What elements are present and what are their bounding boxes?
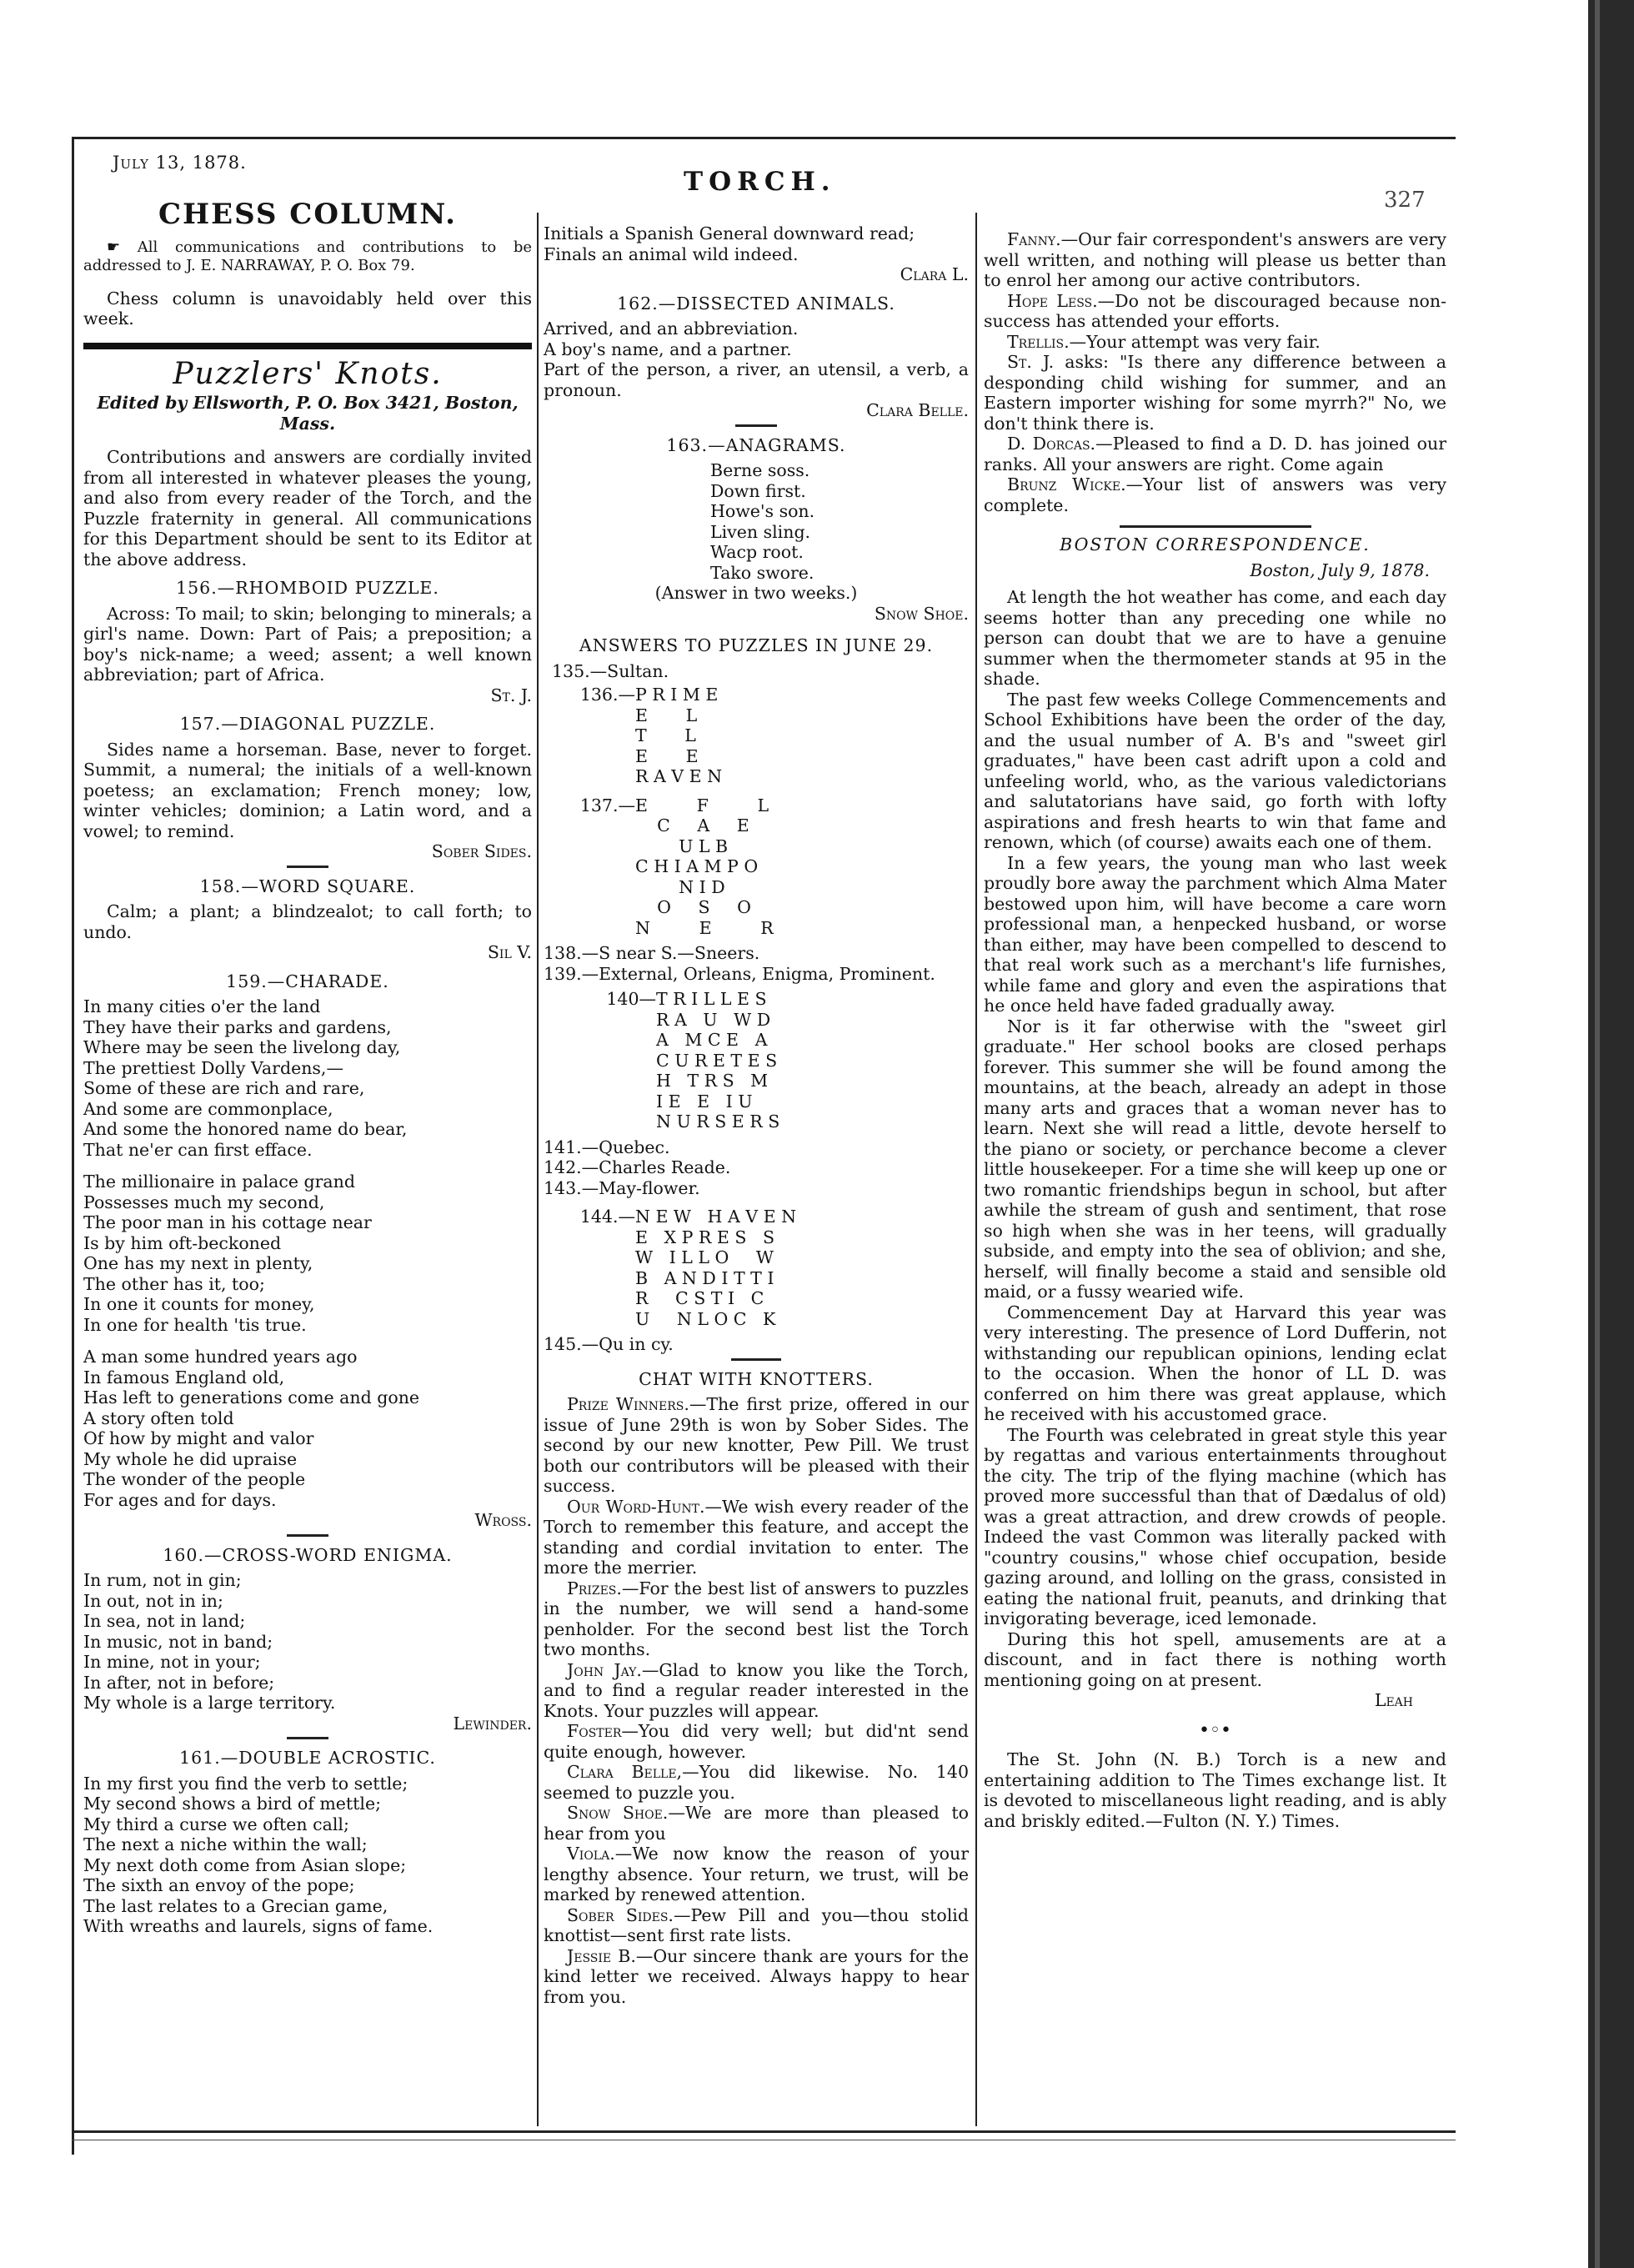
- verse-line: The last relates to a Grecian game,: [83, 1895, 388, 1916]
- verse-line: In music, not in band;: [83, 1631, 273, 1652]
- anagram-line: Down first.: [710, 480, 806, 501]
- chat-entry: [544, 1905, 969, 1946]
- chat-text: —Our sincere thank are yours for the kind letter we received. Always happy to hear from you.: [544, 1945, 969, 2007]
- puzzle-159-verse: [83, 996, 532, 1510]
- chat-text: —Do not be discouraged because non-success has attended your efforts.: [984, 290, 1447, 331]
- answer-label: 144.—: [579, 1207, 635, 1227]
- verse-line: For ages and for days.: [83, 1489, 277, 1510]
- verse-line: That ne'er can first efface.: [83, 1139, 313, 1160]
- page-number: 327: [1384, 188, 1426, 213]
- boston-paragraph: The past few weeks College Commencements and School Exhibitions have been the order of the day, and the usual number of A. B's and "sweet girl graduates," have been cast adrift upon a cold and unfeeling world, who, as the various valedictorians and salutatorians have said, go forth with lofty aspirations and fresh hearts to win that fame and renown, which (of course) awaits each one of them.: [984, 689, 1446, 852]
- answer-141: 141.—Quebec.: [544, 1137, 670, 1157]
- section-divider: [1120, 525, 1311, 528]
- puzzle-157-signature: Sober Sides.: [431, 841, 532, 861]
- chat-entry: [984, 434, 1446, 474]
- puzzle-162-signature: Clara Belle.: [866, 400, 969, 420]
- chat-name: Fanny.: [1007, 229, 1061, 249]
- answer-grid-row: O S O: [635, 897, 751, 917]
- boston-paragraph: The Fourth was celebrated in great style this year by regattas and various entertainments throughout the city. The trip of the flying machine (which has proved more successful than that of Dædalus of old) was a great attraction, and drew crowds of people. Indeed the vast Common was literally packed with "country cousins," whose chief occupation, beside gazing around, and lolling on the grass, consisted in eating the national fruit, peanuts, and drinking that invigorating beverage, iced lemonade.: [984, 1424, 1446, 1628]
- chat-name: Foster: [567, 1721, 622, 1741]
- verse-line: My whole he did upraise: [83, 1448, 298, 1469]
- answer-140-block: [544, 989, 969, 1132]
- puzzle-157-heading: 157.—DIAGONAL PUZZLE.: [179, 714, 436, 734]
- puzzle-161-heading: 161.—DOUBLE ACROSTIC.: [179, 1748, 436, 1768]
- answer-grid-row: B A N D I T T I: [635, 1267, 774, 1288]
- chat-name: Prizes.: [567, 1578, 622, 1598]
- answer-grid-row: N E R: [635, 917, 774, 938]
- anagram-note: (Answer in two weeks.): [654, 583, 858, 603]
- section-divider: [83, 343, 532, 349]
- verse-line: The sixth an envoy of the pope;: [83, 1875, 355, 1895]
- chat-text: —You did very well; but did'nt send quite enough, however.: [544, 1721, 969, 1762]
- answer-grid-row: P R I M E: [635, 685, 719, 705]
- chess-column-title: CHESS COLUMN.: [158, 198, 458, 231]
- chat-text: —Pleased to find a D. D. has joined our ranks. All your answers are right. Come again: [984, 434, 1447, 474]
- verse-line: My whole is a large territory.: [83, 1693, 336, 1713]
- verse-line: And some are commonplace,: [83, 1098, 333, 1119]
- verse-line: In my first you find the verb to settle;: [83, 1773, 408, 1794]
- verse-line: My next doth come from Asian slope;: [83, 1854, 407, 1875]
- puzzle-159-signature: Wross.: [474, 1510, 532, 1530]
- puzzlers-knots-title: Puzzlers' Knots.: [173, 356, 443, 391]
- chat-name: Brunz Wicke.: [1007, 474, 1126, 494]
- answer-139: 139.—External, Orleans, Enigma, Prominent.: [544, 963, 935, 984]
- verse-line: The wonder of the people: [83, 1469, 306, 1489]
- column-rule-2: [975, 213, 977, 2126]
- chat-entry: [984, 229, 1446, 291]
- boston-paragraph: In a few years, the young man who last week proudly bore away the parchment which Alma Mater bestowed upon him, will have become a care worn professional man, a henpecked husband, or worse than either, may have been compelled to descend to that real work such as a merchant's life furnishes, while fame and glory and even the aspirations that he once held have faded gradually away.: [984, 852, 1446, 1016]
- short-divider: [287, 1534, 328, 1537]
- anagram-line: Tako swore.: [710, 562, 814, 583]
- puzzle-162-line: Arrived, and an abbreviation.: [544, 319, 799, 339]
- answer-grid-row: R C S T I C: [635, 1288, 764, 1308]
- chat-text: —Glad to know you like the Torch, and to find a regular reader interested in the Knots. Your puzzles will appear.: [544, 1659, 969, 1721]
- page-frame-bottom-rule: [72, 2130, 1456, 2133]
- verse-line: The other has it, too;: [83, 1273, 265, 1294]
- verse-line: With wreaths and laurels, signs of fame.: [83, 1916, 434, 1936]
- boston-paragraph: Nor is it far otherwise with the "sweet girl graduate." Her school books are closed perhaps forever. This summer she will be found among the mountains, at the beach, already an adept in those many arts and graces that a woman never has to learn. Next she will read a little, devote herself to the piano or society, or perchance become a clever little housekeeper. For a time she will keep up one or two romantic friendships begun in school, but after awhile the stream of gush and sentiment, that rose so high when she was in her teens, will gradually subside, and empty into the sea of oblivion; and she, herself, will finally become a staid and sensible old maid, or a fussy wearied wife.: [984, 1016, 1446, 1302]
- puzzle-162-line: Part of the person, a river, an utensil, a verb, a pronoun.: [544, 359, 969, 400]
- chat-text: —We are more than pleased to hear from you: [544, 1803, 970, 1844]
- chat-name: Clara Belle,: [567, 1762, 683, 1782]
- verse-line: The millionaire in palace grand: [83, 1172, 355, 1192]
- puzzle-156-heading: 156.—RHOMBOID PUZZLE.: [176, 578, 439, 598]
- answer-label: 140—: [606, 989, 656, 1009]
- answer-grid-row: T R I L L E S: [656, 989, 767, 1009]
- puzzle-157-text: Sides name a horseman. Base, never to forget. Summit, a numeral; the initials of a well-known poetess; an exclamation; French money; low, winter vehicles; dominion; a Latin word, and a vowel; to remind.: [83, 739, 532, 841]
- answer-grid-row: R A V E N: [635, 766, 723, 786]
- answer-label: 136.—: [579, 685, 635, 705]
- puzzle-162-line: A boy's name, and a partner.: [544, 339, 792, 359]
- answer-grid-row: I E E I U: [656, 1091, 753, 1111]
- short-divider: [287, 866, 328, 868]
- verse-line: Is by him oft-beckoned: [83, 1232, 282, 1253]
- editor-line: Edited by Ellsworth, P. O. Box 3421, Boston, Mass.: [97, 393, 519, 434]
- chat-entry: [984, 474, 1446, 515]
- page-frame-top-rule: [72, 137, 1456, 139]
- verse-line: In one for health 'tis true.: [83, 1314, 307, 1335]
- chat-with-knotters-heading: CHAT WITH KNOTTERS.: [639, 1368, 874, 1389]
- answer-grid-row: E X P R E S S: [635, 1227, 775, 1247]
- chat-entry: [984, 291, 1446, 332]
- puzzle-158-text: Calm; a plant; a blindzealot; to call forth; to undo.: [83, 901, 532, 942]
- chat-name: Our Word-Hunt.: [567, 1496, 705, 1517]
- answer-144-block: [544, 1207, 969, 1329]
- verse-line: In after, not in before;: [83, 1672, 275, 1693]
- puzzle-162-heading: 162.—DISSECTED ANIMALS.: [617, 293, 895, 314]
- answer-138: 138.—S near S.—Sneers.: [544, 943, 760, 963]
- column-3: [984, 229, 1446, 1831]
- verse-line: One has my next in plenty,: [83, 1253, 313, 1273]
- anagram-line: Wacp root.: [710, 542, 804, 562]
- verse-line: In one it counts for money,: [83, 1294, 315, 1314]
- anagram-line: Liven sling.: [710, 521, 811, 542]
- verse-line: In out, not in in;: [83, 1590, 223, 1611]
- answer-grid-row: C H I A M P O: [635, 856, 759, 876]
- chess-note: ☛ All communications and contributions to be addressed to J. E. NARRAWAY, P. O. Box 79.: [83, 238, 532, 274]
- boston-correspondence-heading: BOSTON CORRESPONDENCE.: [1060, 534, 1371, 554]
- puzzle-160-heading: 160.—CROSS-WORD ENIGMA.: [163, 1544, 453, 1565]
- chat-entry: [544, 1660, 969, 1722]
- boston-paragraph: Commencement Day at Harvard this year was very interesting. The presence of Lord Dufferin, not withstanding our republican opinions, lending eclat to the occasion. When the honor of LL D. was conferred on him there was great applause, which he received with his accustomed grace.: [984, 1302, 1446, 1424]
- verse-line: In rum, not in gin;: [83, 1570, 242, 1590]
- chat-name: D. Dorcas.: [1007, 434, 1096, 454]
- chat-name: John Jay.: [567, 1659, 642, 1680]
- chess-held-notice: Chess column is unavoidably held over this week.: [83, 288, 532, 329]
- chat-text: asks: "Is there any difference between a desponding child wishing for summer, and an Eastern importer wishing for some myrrh?" No, we don't think there is.: [984, 352, 1446, 434]
- short-divider: [735, 424, 777, 427]
- chat-name: Snow Shoe.: [567, 1803, 669, 1823]
- boston-signature: Leah: [1374, 1690, 1413, 1710]
- verse-line: Finals an animal wild indeed.: [544, 243, 799, 264]
- chat-entry: [544, 1721, 969, 1762]
- verse-line: And some the honored name do bear,: [83, 1119, 408, 1139]
- chat-entry: [984, 352, 1446, 434]
- verse-line: The poor man in his cottage near: [83, 1212, 372, 1232]
- answer-136-block: [544, 685, 969, 787]
- verse-line: A story often told: [83, 1407, 234, 1428]
- answer-grid-row: W I L L O W: [635, 1247, 774, 1267]
- answer-grid-row: R A U W D: [656, 1009, 771, 1030]
- chat-text: —You did likewise. No. 140 seemed to puzzle you.: [544, 1762, 970, 1803]
- verse-line: In mine, not in your;: [83, 1652, 261, 1672]
- chat-entry: [544, 1844, 969, 1905]
- chat-entry: [544, 1762, 969, 1803]
- intro-paragraph: Contributions and answers are cordially invited from all interested in whatever pleases the young, and also from every reader of the Torch, and the Puzzle fraternity in general. All communications for this Department should be sent to its Editor at the above address.: [83, 447, 532, 570]
- page-edge-scan-border: [1588, 0, 1634, 2268]
- answer-145: 145.—Qu in cy.: [544, 1334, 674, 1354]
- chat-text: —Our fair correspondent's answers are very well written, and nothing will please us better than to enrol her among our active contributors.: [984, 229, 1446, 290]
- column-rule-1: [537, 213, 539, 2126]
- page-frame-left-rule: [72, 137, 74, 2155]
- verse-line: Where may be seen the livelong day,: [83, 1037, 401, 1057]
- chat-entry: [544, 1803, 969, 1844]
- puzzle-160-verse: [83, 1570, 532, 1714]
- answer-grid-row: E F L: [635, 795, 769, 815]
- masthead-title: TORCH.: [684, 167, 836, 197]
- answer-135: 135.—Sultan.: [552, 660, 669, 681]
- chat-name: Hope Less.: [1007, 290, 1098, 311]
- answer-grid-row: C A E: [635, 815, 749, 835]
- answer-grid-row: H T R S M: [656, 1071, 769, 1091]
- chat-name: St. J.: [1007, 352, 1055, 372]
- boston-paragraph: During this hot spell, amusements are at a discount, and in fact there is nothing worth mentioning going on at present.: [984, 1628, 1446, 1690]
- chat-text: —Pew Pill and you—thou stolid knottist—sent first rate lists.: [544, 1904, 969, 1945]
- puzzle-161-verse: [83, 1774, 532, 1937]
- short-divider: [731, 1358, 781, 1361]
- chat-entry: [544, 1394, 969, 1497]
- answer-grid-row: A M C E A: [656, 1030, 768, 1050]
- answer-grid-row: U L B: [635, 835, 729, 856]
- verse-line: A man some hundred years ago: [83, 1347, 358, 1367]
- verse-line: Of how by might and valor: [83, 1428, 314, 1448]
- answer-grid-row: E L: [635, 705, 698, 725]
- chat-text: —We now know the reason of your lengthy absence. Your return, we trust, will be marked by renewed attention.: [544, 1844, 969, 1904]
- answer-label: 137.—: [579, 795, 635, 815]
- chat-text: —Your list of answers was very complete.: [984, 474, 1446, 515]
- answer-137-block: [544, 795, 969, 939]
- verse-line: My third a curse we often call;: [83, 1814, 349, 1834]
- verse-line: Has left to generations come and gone: [83, 1387, 420, 1407]
- answer-142: 142.—Charles Reade.: [544, 1157, 731, 1177]
- verse-line: Initials a Spanish General downward read;: [544, 223, 915, 243]
- puzzle-158-heading: 158.—WORD SQUARE.: [199, 876, 416, 896]
- verse-line: Possesses much my second,: [83, 1192, 325, 1212]
- chat-entry: [544, 1497, 969, 1578]
- answer-grid-row: U N L O C K: [635, 1308, 776, 1329]
- answer-grid-row: T L: [635, 725, 696, 745]
- chat-entry: [984, 332, 1446, 353]
- puzzle-158-signature: Sil V.: [487, 942, 532, 962]
- chat-name: Jessie B.: [567, 1945, 636, 1966]
- chat-text: —The first prize, offered in our issue of June 29th is won by Sober Sides. The second by our new knotter, Pew Pill. We trust both our contributors will be pleased with their success.: [544, 1394, 969, 1496]
- chat-name: Prize Winners.: [567, 1394, 689, 1414]
- short-divider: [287, 1737, 328, 1739]
- verse-line: The prettiest Dolly Vardens,—: [83, 1057, 343, 1078]
- verse-line: In many cities o'er the land: [83, 996, 321, 1016]
- verse-line: In famous England old,: [83, 1367, 285, 1387]
- closing-notice: The St. John (N. B.) Torch is a new and entertaining addition to The Times exchange list. It is devoted to miscellaneous light reading, and is ably and briskly edited.—Fulton (N. Y.) Times.: [984, 1749, 1446, 1831]
- puzzle-163-heading: 163.—ANAGRAMS.: [666, 434, 846, 455]
- anagram-line: Berne soss.: [710, 460, 810, 480]
- ornament-divider: •◦•: [1199, 1719, 1231, 1741]
- clara-l-signature: Clara L.: [900, 264, 969, 284]
- puzzle-163-signature: Snow Shoe.: [874, 603, 969, 624]
- chat-text: —For the best list of answers to puzzles in the number, we will send a hand-some penholder. For the second best list the Torch two months.: [544, 1578, 969, 1659]
- chat-name: Viola.: [567, 1844, 615, 1864]
- verse-line: The next a niche within the wall;: [83, 1834, 368, 1854]
- puzzle-163-anagrams: [710, 460, 969, 583]
- answers-heading: ANSWERS TO PUZZLES IN JUNE 29.: [579, 635, 934, 655]
- chat-entry: [544, 1946, 969, 2008]
- chat-text: —Your attempt was very fair.: [1069, 331, 1321, 352]
- chat-name: Trellis.: [1007, 331, 1070, 352]
- answer-grid-row: N I D: [635, 876, 725, 897]
- puzzle-159-heading: 159.—CHARADE.: [226, 971, 389, 991]
- verse-line: My second shows a bird of mettle;: [83, 1794, 381, 1814]
- answer-grid-row: C U R E T E S: [656, 1050, 778, 1071]
- boston-dateline: Boston, July 9, 1878.: [1250, 559, 1430, 580]
- verse-line: They have their parks and gardens,: [83, 1016, 392, 1037]
- anagram-line: Howe's son.: [710, 501, 815, 521]
- chat-entry: [544, 1578, 969, 1660]
- column-2: [544, 223, 969, 2007]
- issue-date: July 13, 1878.: [113, 153, 247, 173]
- chat-text: —We wish every reader of the Torch to remember this feature, and accept the standing and cordial invitation to enter. The more the merrier.: [544, 1496, 970, 1578]
- answer-143: 143.—May-flower.: [544, 1177, 700, 1198]
- column-1: [83, 198, 532, 1937]
- puzzle-156-text: Across: To mail; to skin; belonging to minerals; a girl's name. Down: Part of Pais; a preposition; a boy's nick-name; a weed; assent; a well known abbreviation; part of Africa.: [83, 603, 532, 685]
- answer-grid-row: N E W H A V E N: [635, 1207, 797, 1227]
- answer-grid-row: N U R S E R S: [656, 1111, 780, 1131]
- puzzle-156-signature: St. J.: [490, 685, 532, 705]
- verse-line: In sea, not in land;: [83, 1611, 246, 1631]
- answer-grid-row: E E: [635, 745, 699, 766]
- puzzle-160-signature: Lewinder.: [453, 1713, 532, 1734]
- verse-line: Some of these are rich and rare,: [83, 1078, 365, 1098]
- chat-name: Sober Sides.: [567, 1904, 674, 1925]
- boston-paragraph: At length the hot weather has come, and each day seems hotter than any preceding one while no person can doubt that we are to have a genuine summer when the thermometer stands at 95 in the shade.: [984, 587, 1446, 689]
